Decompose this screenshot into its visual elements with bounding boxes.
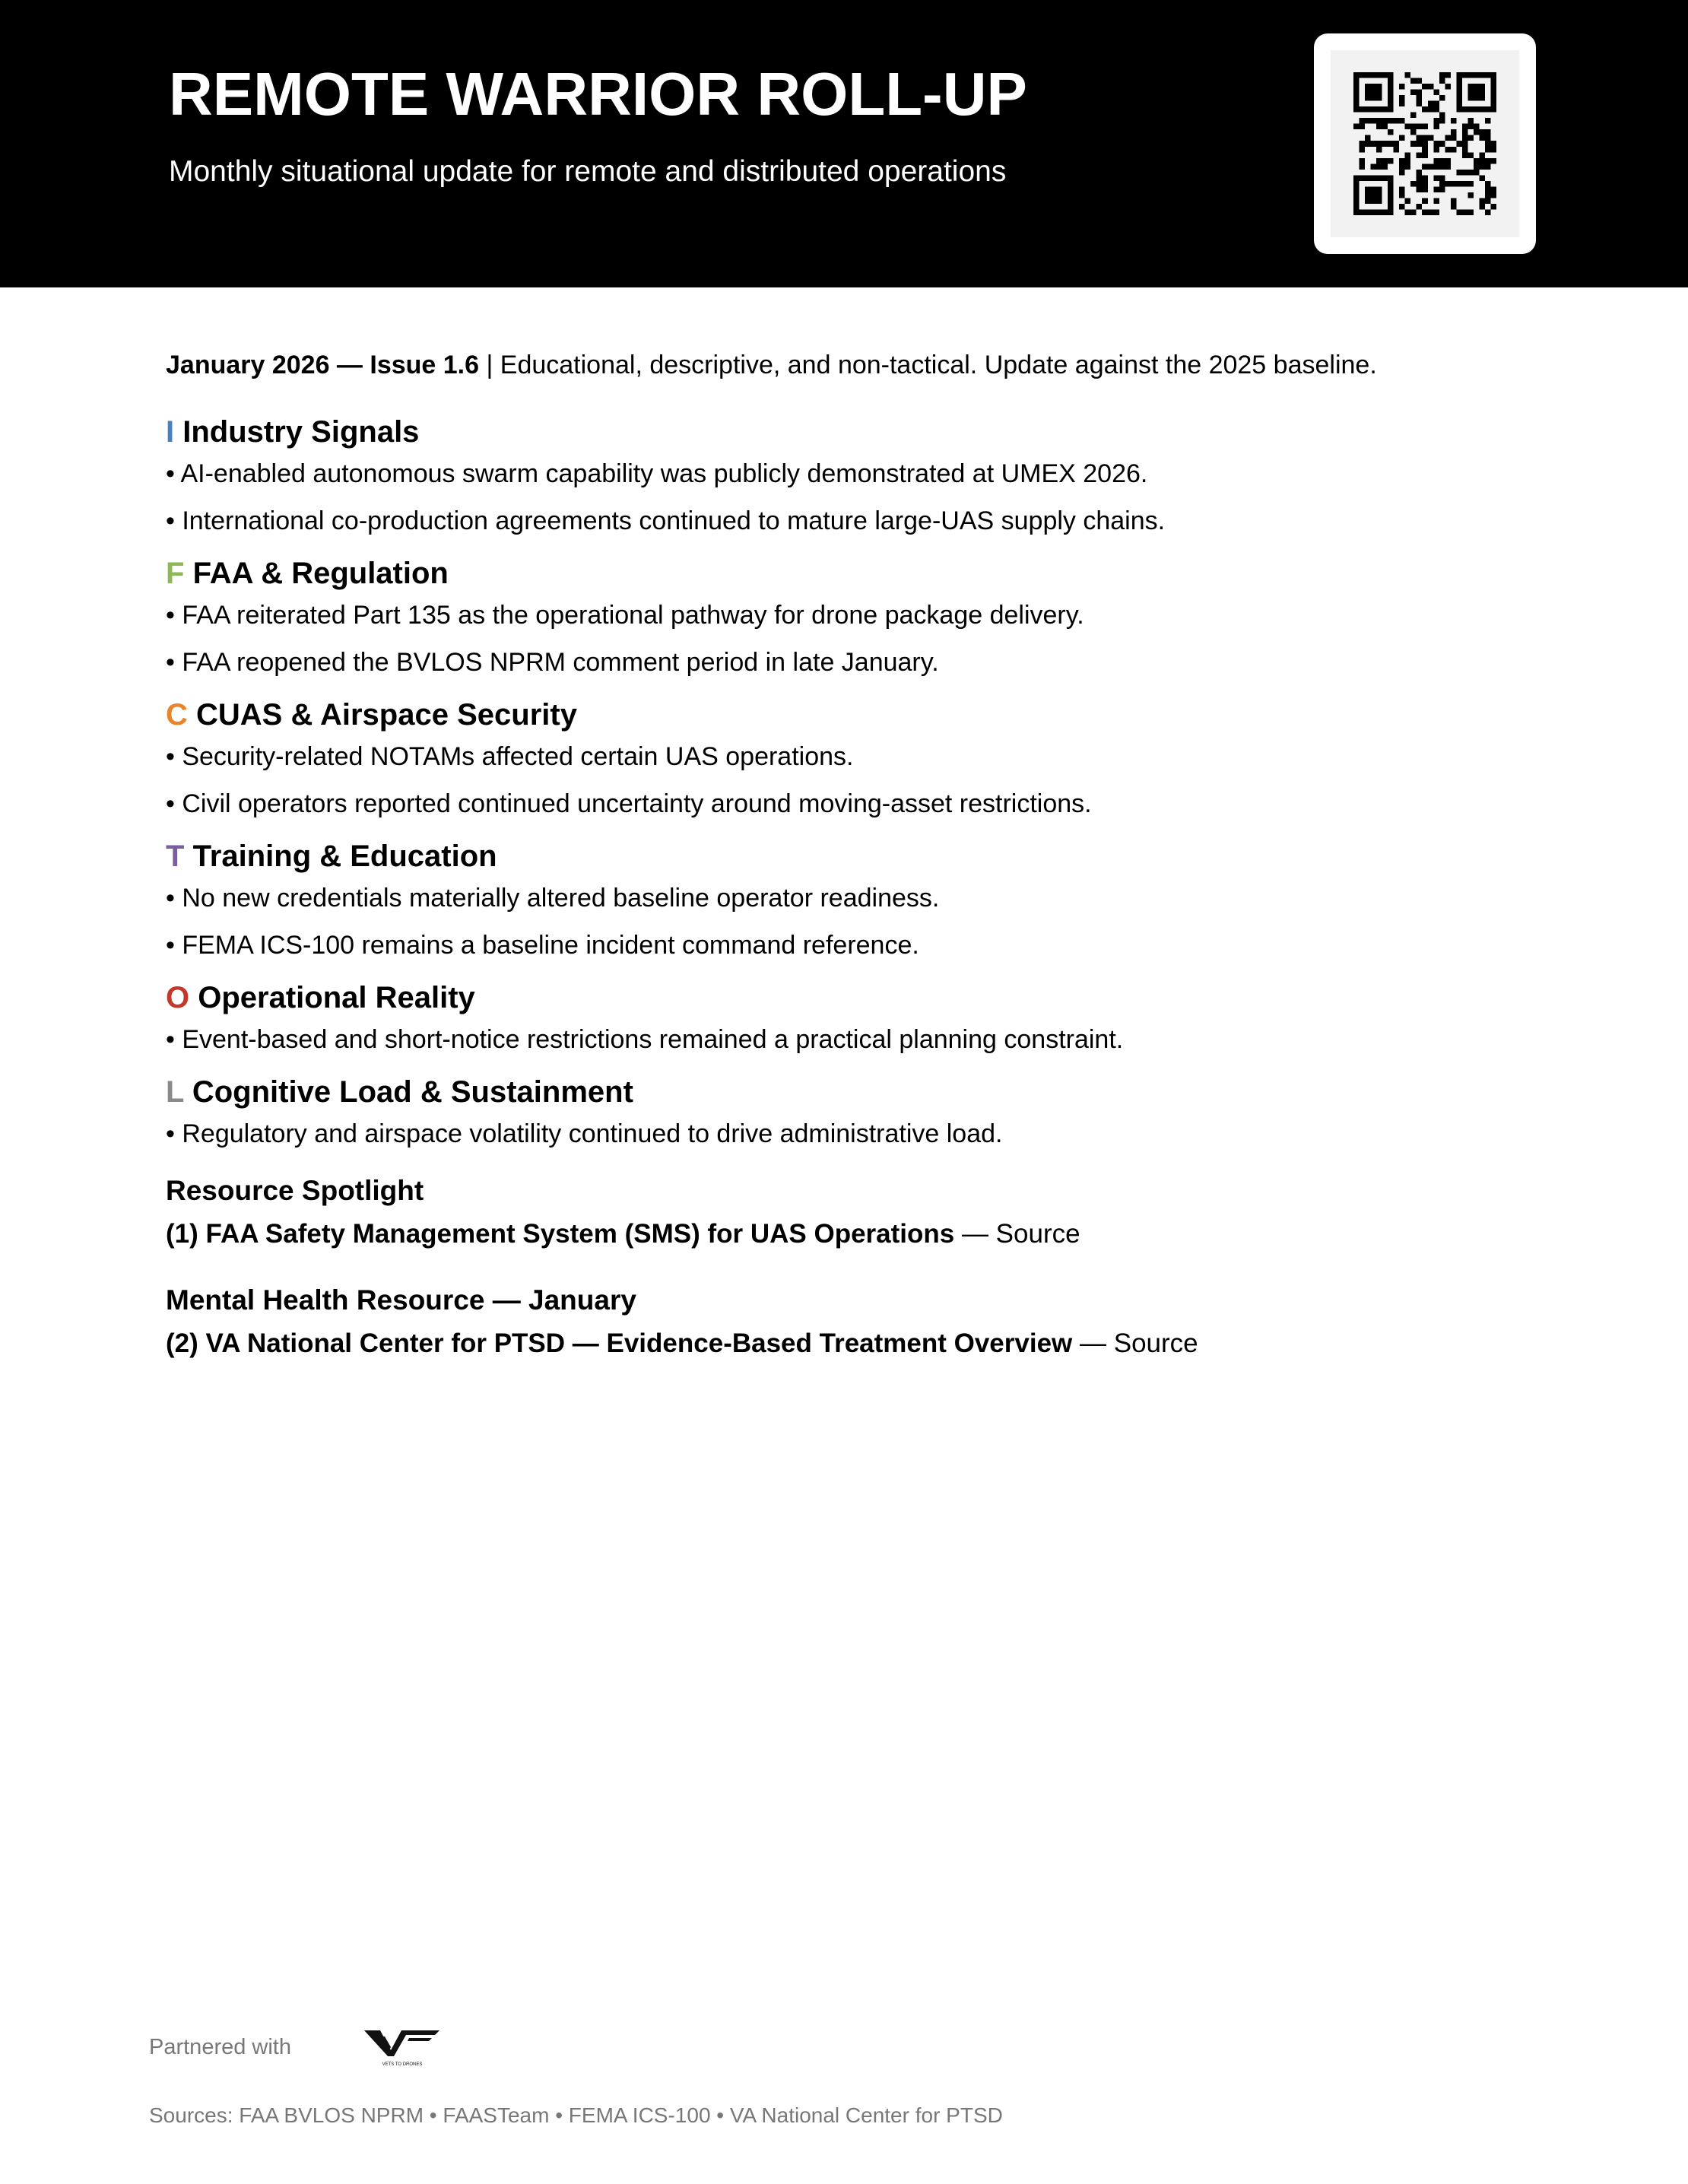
bullet-item: • FEMA ICS-100 remains a baseline incident command reference. — [166, 931, 919, 960]
section-letter: L — [166, 1075, 184, 1109]
section-training-education — [166, 836, 1610, 963]
section-cuas-airspace-security — [166, 695, 1610, 821]
partner-logo-text: VETS TO DRONES — [382, 2062, 423, 2067]
resource-spotlight-heading: Resource Spotlight — [166, 1175, 424, 1206]
bullet-item: • FAA reiterated Part 135 as the operational pathway for drone package delivery. — [166, 601, 1084, 630]
bullet-item: • Security-related NOTAMs affected certain UAS operations. — [166, 742, 854, 771]
resource-spotlight-item — [166, 1217, 1610, 1252]
section-heading — [166, 695, 1610, 735]
section-industry-signals — [166, 412, 1610, 538]
section-title: Cognitive Load & Sustainment — [192, 1075, 633, 1109]
bullet-item: • AI-enabled autonomous swarm capability was publicly demonstrated at UMEX 2026. — [166, 459, 1148, 488]
section-heading — [166, 412, 1610, 452]
page-title: REMOTE WARRIOR ROLL-UP — [169, 60, 1027, 128]
mental-health-source[interactable]: — Source — [1072, 1328, 1198, 1358]
bullet-item: • FAA reopened the BVLOS NPRM comment period in late January. — [166, 648, 939, 677]
section-heading — [166, 1072, 1610, 1112]
bullet-item: • No new credentials materially altered baseline operator readiness. — [166, 884, 940, 913]
bullet-item: • Regulatory and airspace volatility continued to drive administrative load. — [166, 1119, 1003, 1148]
header-banner — [0, 0, 1688, 287]
bullet-item: • International co-production agreements continued to mature large-UAS supply chains. — [166, 506, 1166, 535]
section-letter: F — [166, 557, 185, 590]
resource-spotlight-source[interactable]: — Source — [954, 1219, 1080, 1249]
partner-logo — [360, 2026, 444, 2068]
section-title: Training & Education — [192, 840, 497, 873]
section-heading — [166, 978, 1610, 1017]
page-subtitle: Monthly situational update for remote and distributed operations — [169, 155, 1007, 188]
issue-line — [166, 348, 1610, 382]
partner-label: Partnered with — [149, 2035, 291, 2059]
issue-note: Educational, descriptive, and non-tactical. Update against the 2025 baseline. — [500, 351, 1377, 379]
section-heading — [166, 554, 1610, 593]
sections-list — [166, 412, 1610, 1151]
section-letter: O — [166, 981, 190, 1014]
section-faa-regulation — [166, 554, 1610, 680]
qr-code-icon — [1331, 50, 1519, 237]
issue-label: January 2026 — Issue 1.6 — [166, 351, 480, 379]
sources-line: Sources: FAA BVLOS NPRM • FAASTeam • FEMA ICS-100 • VA National Center for PTSD — [149, 2103, 1003, 2127]
bullet-item: • Civil operators reported continued uncertainty around moving-asset restrictions. — [166, 789, 1092, 818]
section-cognitive-load-sustainment — [166, 1072, 1610, 1151]
section-title: Operational Reality — [198, 981, 475, 1014]
mental-health-heading: Mental Health Resource — January — [166, 1284, 636, 1316]
section-letter: I — [166, 415, 175, 449]
section-title: FAA & Regulation — [192, 557, 449, 590]
section-operational-reality — [166, 978, 1610, 1057]
section-heading — [166, 836, 1610, 876]
section-title: CUAS & Airspace Security — [196, 698, 577, 732]
resource-spotlight-title[interactable]: (1) FAA Safety Management System (SMS) for UAS Operations — [166, 1219, 955, 1249]
section-letter: C — [166, 698, 188, 732]
section-letter: T — [166, 840, 185, 873]
issue-separator: | — [479, 351, 500, 379]
mental-health-item — [166, 1326, 1610, 1361]
bullet-item: • Event-based and short-notice restrictions remained a practical planning constraint. — [166, 1025, 1124, 1054]
content-body — [166, 348, 1610, 1361]
mental-health-title[interactable]: (2) VA National Center for PTSD — Evidence-Based Treatment Overview — [166, 1328, 1073, 1358]
qr-code-frame — [1314, 33, 1536, 254]
section-title: Industry Signals — [182, 415, 420, 449]
